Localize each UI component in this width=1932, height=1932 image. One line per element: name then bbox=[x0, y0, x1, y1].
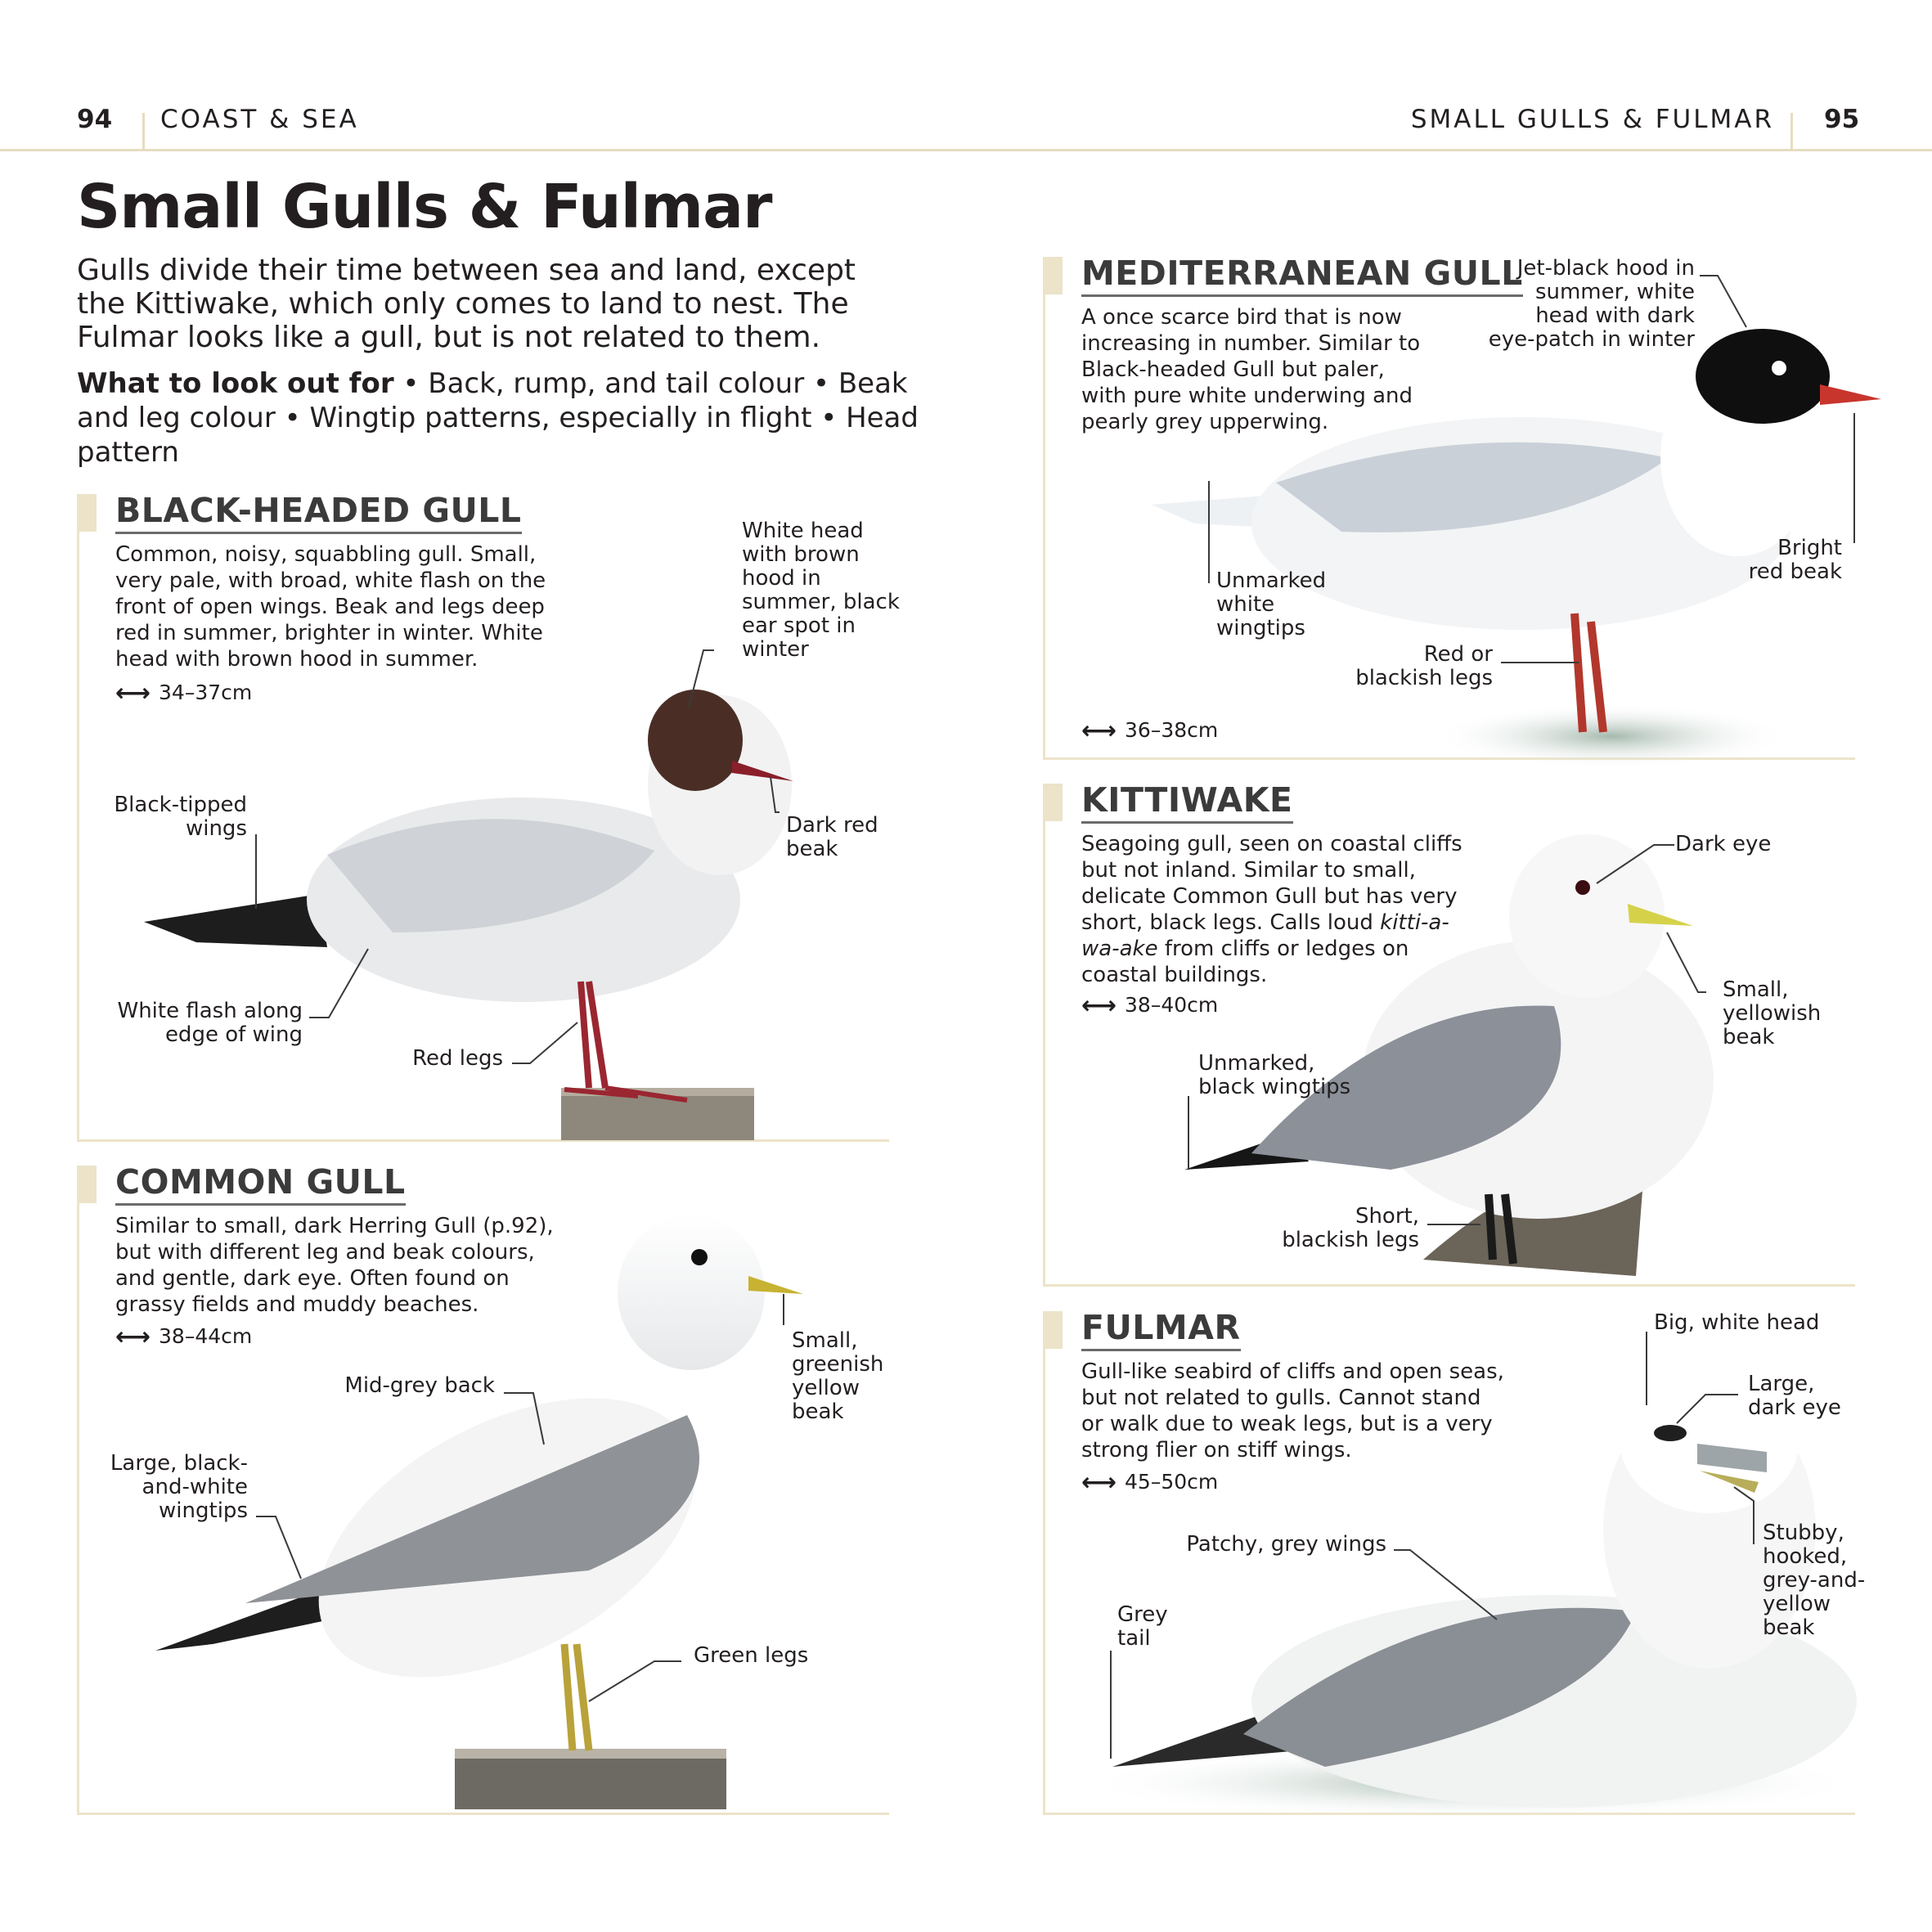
size-value: 45–50cm bbox=[1125, 1470, 1219, 1494]
callout-mg-wingtips: Unmarked white wingtips bbox=[1216, 568, 1327, 640]
legs bbox=[581, 982, 605, 1088]
description-black-headed-gull: Common, noisy, squabbling gull. Small, very pale, with broad, white flash on the front of open wings. Beak and legs deep red in summer, brighter in winter. White head with brown hood in summer. bbox=[115, 542, 546, 672]
post-top bbox=[455, 1749, 726, 1759]
fulmar-illustration bbox=[1080, 1366, 1865, 1820]
wingspan-arrow-icon: ⟷ bbox=[115, 679, 151, 708]
callout-cg-back: Mid-grey back bbox=[344, 1373, 495, 1398]
description-part: Seagoing gull, seen on coastal cliffs but not inland. Similar to small, delicate Common Gull but has very short, black legs. Calls loud bbox=[1081, 832, 1462, 935]
common-gull-illustration bbox=[155, 1215, 803, 1809]
callout-mg-legs: Red or blackish legs bbox=[1355, 642, 1493, 690]
description-mediterranean-gull: A once scarce bird that is now increasing in number. Similar to Black-headed Gull but paler, with pure white underwing and pearly grey upperwing. bbox=[1081, 305, 1421, 434]
right-page-number: 95 bbox=[1824, 105, 1860, 134]
callout-k-legs: Short, blackish legs bbox=[1282, 1204, 1419, 1252]
size-value: 38–40cm bbox=[1125, 993, 1219, 1017]
size-value: 36–38cm bbox=[1125, 718, 1219, 742]
call-text: kitti-a-wa-ake bbox=[1081, 910, 1449, 961]
page-title: Small Gulls & Fulmar bbox=[77, 172, 772, 242]
lookout-label: What to look out for bbox=[77, 367, 394, 400]
black-headed-gull-illustration bbox=[144, 690, 793, 1140]
section-title-fulmar: FULMAR bbox=[1081, 1308, 1241, 1351]
section-title-mediterranean-gull: MEDITERRANEAN GULL bbox=[1081, 254, 1523, 297]
callout-cg-legs: Green legs bbox=[694, 1643, 809, 1668]
callout-bhg-beak: Dark red beak bbox=[786, 813, 878, 861]
callout-cg-wingtips: Large, black- and-white wingtips bbox=[110, 1451, 248, 1523]
wingtip bbox=[144, 894, 327, 947]
callout-f-tail: Grey tail bbox=[1117, 1602, 1168, 1651]
description-fulmar: Gull-like seabird of cliffs and open seas, but not related to gulls. Cannot stand or walk due to weak legs, but is a very strong flier on stiff wings. bbox=[1081, 1359, 1504, 1462]
intro-text: Gulls divide their time between sea and land, except the Kittiwake, which only comes to land to nest. The Fulmar looks like a gull, but is not related to them. bbox=[77, 254, 856, 354]
hood bbox=[1696, 329, 1830, 424]
section-title-black-headed-gull: BLACK-HEADED GULL bbox=[115, 491, 522, 534]
right-running-title: SMALL GULLS & FULMAR bbox=[1410, 105, 1774, 134]
callout-f-eye: Large, dark eye bbox=[1748, 1372, 1841, 1420]
callout-k-eye: Dark eye bbox=[1675, 832, 1772, 856]
callout-k-beak: Small, yellowish beak bbox=[1723, 977, 1822, 1049]
wingspan-arrow-icon: ⟷ bbox=[1081, 1468, 1117, 1497]
callout-bhg-legs: Red legs bbox=[412, 1046, 503, 1071]
size-value: 38–44cm bbox=[159, 1324, 253, 1348]
lookout-items: • Back, rump, and tail colour • Beak and leg colour • Wingtip patterns, especially in flight • Head pattern bbox=[77, 367, 919, 469]
callout-bhg-head: White head with brown hood in summer, black ear spot in winter bbox=[742, 519, 900, 662]
description-part: from cliffs or ledges on coastal buildings. bbox=[1081, 937, 1409, 987]
callout-mg-hood: Jet-black hood in summer, white head with dark eye-patch in winter bbox=[1488, 256, 1695, 352]
wingspan-arrow-icon: ⟷ bbox=[115, 1323, 151, 1351]
legs bbox=[564, 1644, 589, 1750]
callout-bhg-wings: Black-tipped wings bbox=[114, 793, 247, 841]
callout-k-wingtips: Unmarked, black wingtips bbox=[1198, 1051, 1351, 1099]
callout-f-wings: Patchy, grey wings bbox=[1186, 1532, 1386, 1557]
callout-mg-beak: Bright red beak bbox=[1748, 536, 1842, 584]
left-running-title: COAST & SEA bbox=[160, 105, 359, 134]
left-page-number: 94 bbox=[77, 105, 113, 134]
section-title-common-gull: COMMON GULL bbox=[115, 1162, 406, 1206]
callout-f-head: Big, white head bbox=[1654, 1310, 1820, 1335]
callout-f-beak: Stubby, hooked, grey-and- yellow beak bbox=[1763, 1521, 1866, 1640]
hood bbox=[648, 690, 743, 791]
beak bbox=[1820, 384, 1881, 405]
wingspan-arrow-icon: ⟷ bbox=[1081, 717, 1117, 745]
wingspan-arrow-icon: ⟷ bbox=[1081, 991, 1117, 1020]
head bbox=[618, 1215, 765, 1370]
ground bbox=[1431, 703, 1791, 769]
size-value: 34–37cm bbox=[159, 681, 253, 704]
callout-bhg-flash: White flash along edge of wing bbox=[117, 999, 303, 1047]
description-common-gull: Similar to small, dark Herring Gull (p.92), but with different leg and beak colours, and gentle, dark eye. Often found on grassy fields and muddy beaches. bbox=[115, 1214, 554, 1317]
section-title-kittiwake: KITTIWAKE bbox=[1081, 780, 1293, 824]
callout-cg-beak: Small, greenish yellow beak bbox=[792, 1328, 884, 1424]
